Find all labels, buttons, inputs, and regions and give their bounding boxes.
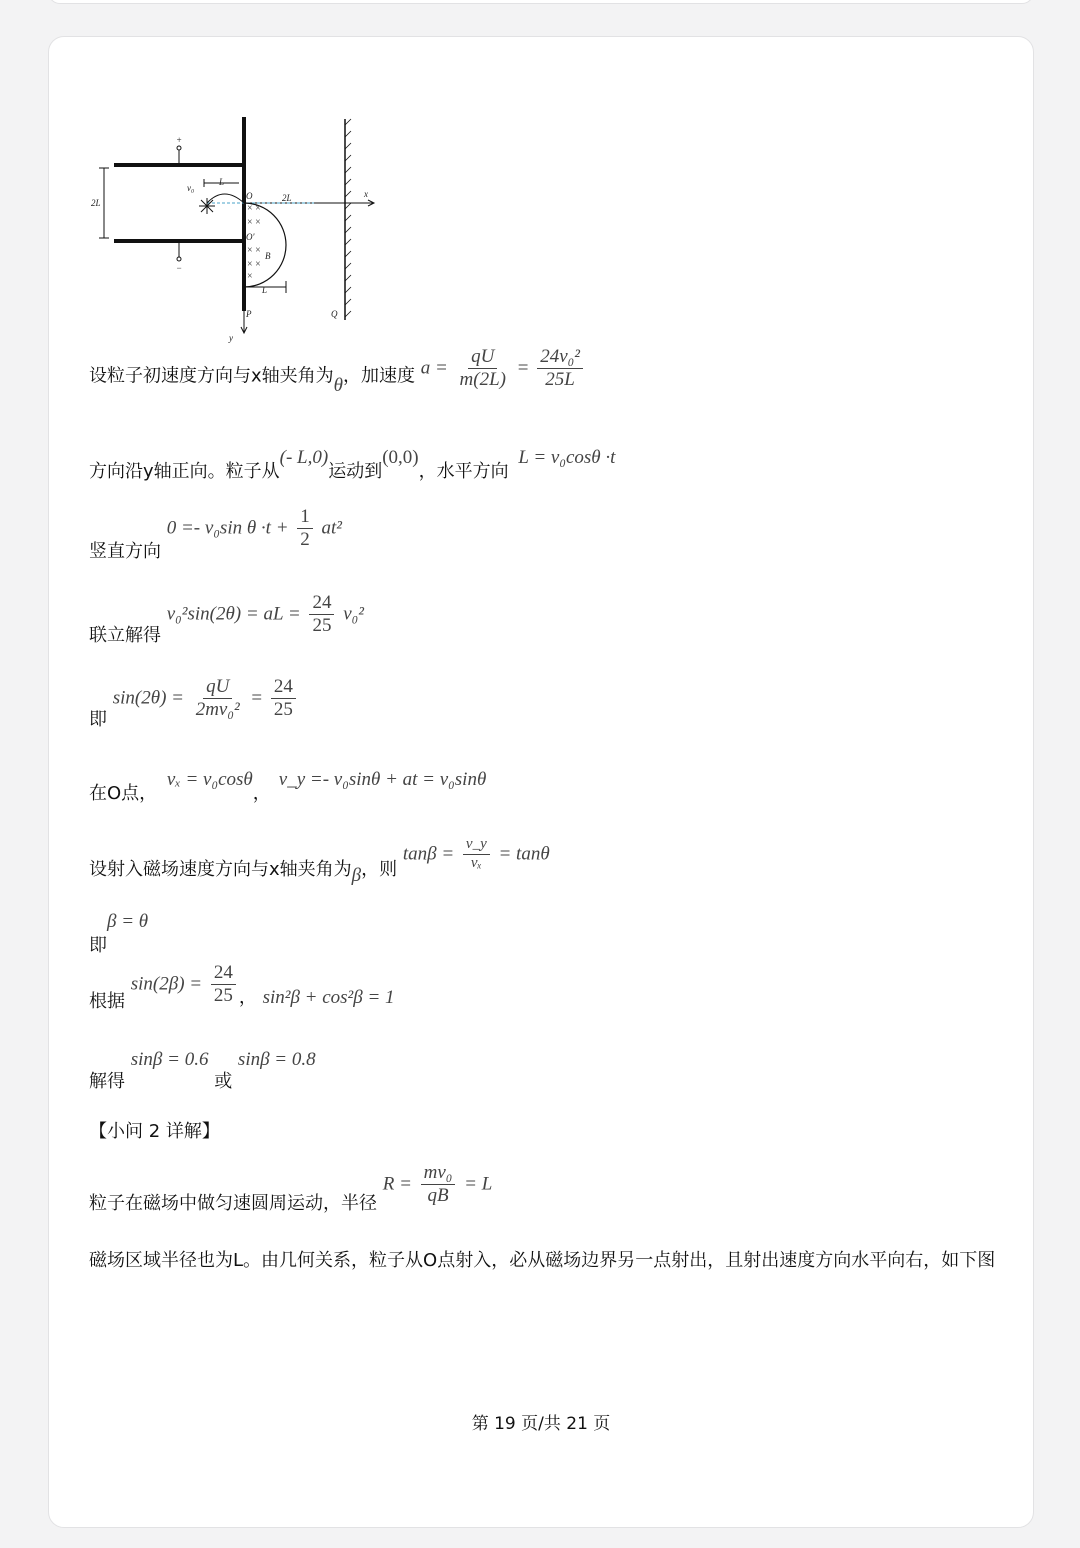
document-page <box>48 36 1034 1528</box>
solution-line-6: 在O点， vₓ = v₀cosθ，v_y =- v₀sinθ + at = v₀sinθ <box>89 769 487 804</box>
solution-line-10: 解得 sinβ = 0.6 或 sinβ = 0.8 <box>89 1049 316 1092</box>
solution-line-3: 竖直方向 0 =- v₀sin θ ·t + $\frac{1}{2}$ at² <box>89 506 342 563</box>
solution-line-9: 根据 sin(2β) = $\frac{24}{25}$ ， sin²β + cos²β = 1 <box>89 962 395 1013</box>
svg-text:× ×: × × <box>247 203 261 214</box>
label-O-prime: O' <box>246 232 255 242</box>
physics-diagram <box>89 115 389 345</box>
label-y-axis: y <box>229 333 233 343</box>
label-2L-gap: 2L <box>91 198 101 208</box>
svg-text:× ×: × × <box>247 259 261 270</box>
label-L-top: L <box>219 177 225 187</box>
solution-line-8: 即β = θ <box>89 911 149 956</box>
label-P: P <box>246 309 252 319</box>
label-Q: Q <box>331 309 338 319</box>
section-heading: 【小问 2 详解】 <box>89 1121 220 1142</box>
svg-text:× ×: × × <box>247 217 261 228</box>
page-footer: 第 19 页/共 21 页 <box>471 1414 611 1434</box>
label-x-axis: x <box>364 189 368 199</box>
svg-text:× ×: × × <box>247 245 261 256</box>
label-plus: + <box>176 135 183 145</box>
label-L-bottom: L <box>262 285 268 295</box>
previous-page-edge <box>48 0 1034 4</box>
solution-line-4: 联立解得 v₀²sin(2θ) = aL = $\frac{24}{25}$ v₀² <box>89 592 364 647</box>
label-B: B <box>265 251 271 261</box>
label-2L-distance: 2L <box>282 193 292 203</box>
svg-text:×: × <box>247 271 253 282</box>
solution-paragraph: 磁场区域半径也为L。由几何关系，粒子从O点射入，必从磁场边界另一点射出，且射出速度方向水平向右，如下图 <box>89 1250 996 1271</box>
solution-line-12: 粒子在磁场中做匀速圆周运动，半径 R = $\frac{\text{mv₀}}{qB}$ = L <box>89 1162 493 1215</box>
label-minus: − <box>176 263 183 273</box>
solution-line-2: 方向沿y轴正向。粒子从(- L,0)运动到(0,0)，水平方向 L = v₀cosθ ·t <box>89 447 616 482</box>
solution-line-5: 即 sin(2θ) = $\frac{qU}{\text{2mv₀²}}$ = $\frac{24}{25}$ <box>89 677 299 720</box>
solution-line-7: 设射入磁场速度方向与x轴夹角为β，则 tanβ = $\frac{v\_y}{\text{vₓ}}$ = tanθ <box>89 836 550 887</box>
label-O: O <box>246 191 253 201</box>
label-v0: v₀ <box>187 183 195 193</box>
solution-line-1: 设粒子初速度方向与x轴夹角为θ，加速度 a = $\frac{qU}{m(2L)}$ = $\frac{\text{24v₀²}}{25L}$ <box>89 355 586 398</box>
